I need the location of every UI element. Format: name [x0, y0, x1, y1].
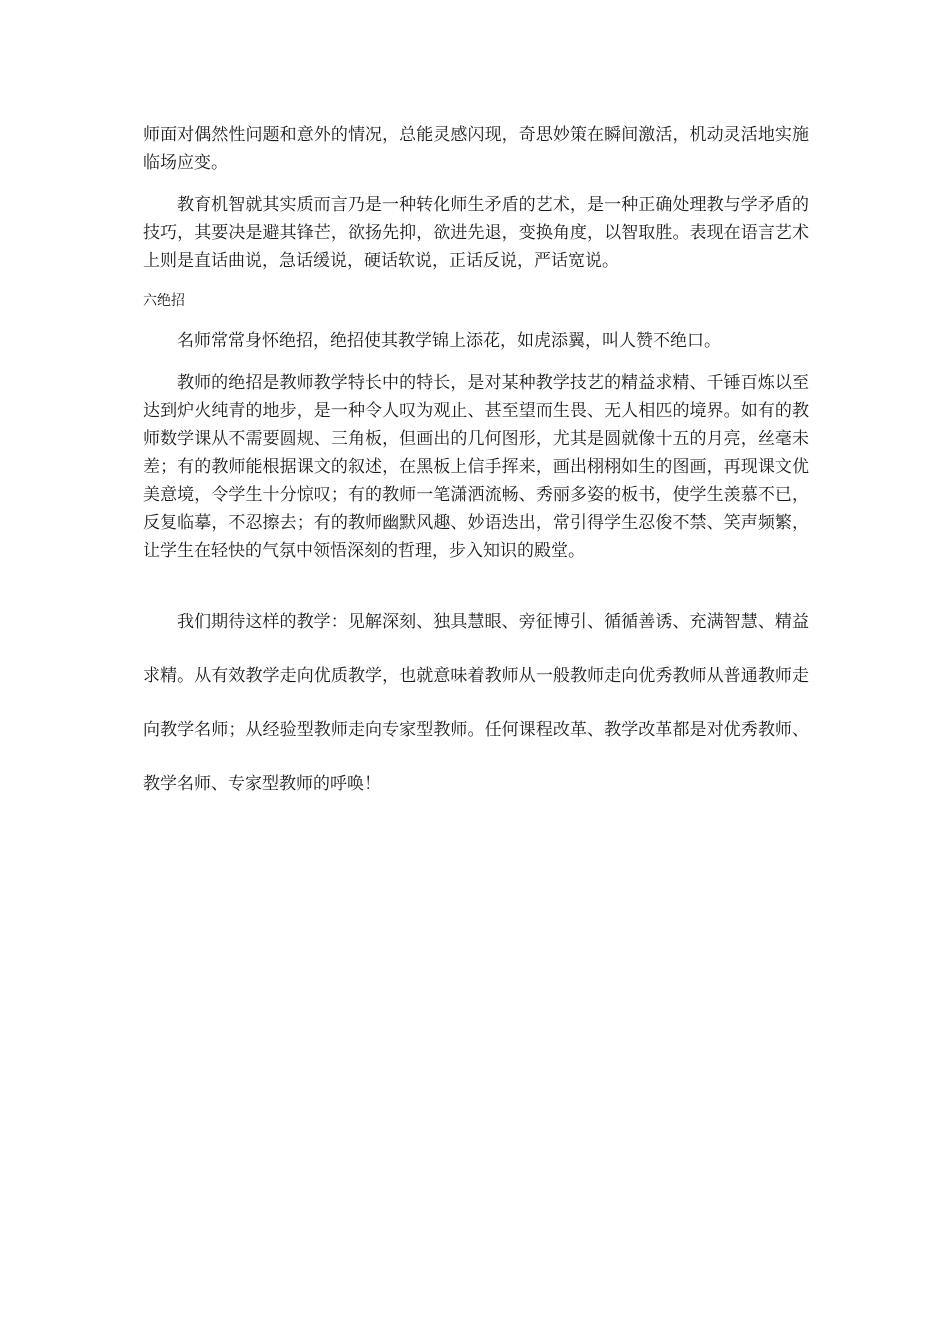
paragraph-closing: 我们期待这样的教学：见解深刻、独具慧眼、旁征博引、循循善诱、充满智慧、精益求精。从有效教学走向优质教学，也就意味着教师从一般教师走向优秀教师从普通教师走向教学名师；从经验型教师走向专家型教师。任何课程改革、教学改革都是对优秀教师、教学名师、专家型教师的呼唤！	[143, 612, 809, 794]
section-heading: 六绝招	[143, 293, 185, 309]
paragraph-educational-wit: 教育机智就其实质而言乃是一种转化师生矛盾的艺术，是一种正确处理教与学矛盾的技巧，其要决是避其锋芒，欲扬先抑，欲进先退，变换角度，以智取胜。表现在语言艺术上则是直话曲说，急话缓说，硬话软说，正话反说，严话宽说。	[143, 195, 809, 271]
paragraph-unique-skills-intro: 名师常常身怀绝招，绝招使其教学锦上添花，如虎添翼，叫人赞不绝口。	[177, 331, 721, 351]
paragraph-unique-skills-detail: 教师的绝招是教师教学特长中的特长，是对某种教学技艺的精益求精、千锤百炼以至达到炉火纯青的地步，是一种令人叹为观止、甚至望而生畏、无人相匹的境界。如有的教师数学课从不需要圆规、三角板，但画出的几何图形，尤其是圆就像十五的月亮，丝毫未差；有的教师能根据课文的叙述，在黑板上信手挥来，画出栩栩如生的图画，再现课文优美意境，令学生十分惊叹；有的教师一笔潇洒流畅、秀丽多姿的板书，使学生羡慕不已，反复临摹，不忍擦去；有的教师幽默风趣、妙语迭出，常引得学生忍俊不禁、笑声频繁，让学生在轻快的气氛中领悟深刻的哲理，步入知识的殿堂。	[143, 373, 809, 561]
paragraph-continuation: 师面对偶然性问题和意外的情况，总能灵感闪现，奇思妙策在瞬间激活，机动灵活地实施临场应变。	[143, 125, 809, 173]
document-body	[143, 121, 809, 811]
